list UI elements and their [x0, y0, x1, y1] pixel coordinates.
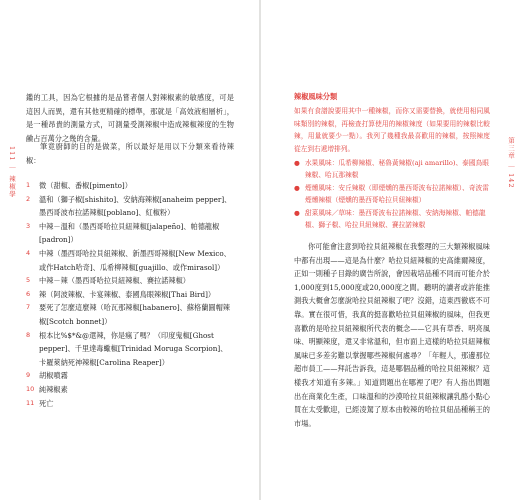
list-item [26, 329, 234, 370]
list-number: 9 [26, 371, 31, 380]
flavor-list [294, 157, 490, 231]
list-text: 水果風味：瓜希柳辣椒、秘魯黃辣椒(aji amarillo)、泰國鳥眼辣椒、哈瓦那辣椒 [305, 159, 489, 180]
right-body-paragraph: 你可能會注意到哈拉貝紐辣椒在我整理的三大類辣椒風味中都有出現——這是為什麼？哈拉貝紐辣椒的史高維爾辣度，正如一則種子目錄的廣告所說，會因栽培品種不同而可能介於1,000度到15,000度或20,000度之間。聽明的讀者或許能推測我大概會怎麼說哈拉貝紐辣椒了吧？沒錯，這東西徹底不可靠。實在很可惜，我真的挺喜歡哈拉貝紐辣椒的風味，但我更喜歡的是哈拉貝紐辣椒所代表的概念——它具有草香、明亮風味、明顯辣度，還又非常溫和，但市面上這樣的哈拉貝紐辣椒風味已多差劣難以掌握哪些辣椒何處尋？「年輕人，那邊那位超市員工——拜託告訴我，這是哪個品種的哈拉貝紐辣椒？這樣我才知道有多辣。」知道問題出在哪裡了吧？有人指出問題出在商業化生產，口味溫和的沙漠哈拉貝紐辣椒讓乳酪小點心買在太受歡迎，已經凌駕了原本由較辣的哈拉貝紐品種稱王的市場。 [294, 242, 490, 428]
left-paragraph-2: 筆竟廚師的目的是做菜，所以最好是用以下分類來看待辣椒： [26, 142, 234, 165]
list-text: 要死了怎麼這麼辣（哈瓦那辣椒[habanero]、蘇格蘭圓帽辣椒[Scotch bonnet]） [39, 303, 230, 326]
list-number: 1 [26, 181, 31, 189]
list-number: 6 [26, 289, 31, 298]
bullet-icon: ● [294, 159, 300, 168]
list-item [26, 301, 234, 328]
list-item [26, 193, 234, 220]
sidebar-intro: 如果有食譜說要用其中一種辣椒，而你又需要替換，就使用相同風味類別的辣椒，再檢查打算使用的辣椒辣度（如果要用的辣椒比較辣，用量就要少一點）。我列了幾種我最喜歡用的辣椒，按照辣度從左到右遞增排列。 [294, 107, 490, 153]
left-paragraph-1: 鑑的工具，因為它根據的是品嘗者個人對辣椒素的敏感度，可是這因人而異，還有其他更精確的標準，那就是「高效液相層析」，是一種昂貴的測量方式，可測量受測辣椒中造成辣椒辣度的生物鹼占百萬分之幾的含量。 [26, 93, 234, 143]
list-number: 8 [26, 330, 31, 339]
list-number: 5 [26, 276, 31, 285]
right-folio: 第三章 ｜ 142 [507, 137, 515, 189]
list-item [26, 369, 234, 383]
list-text: 中辣－溫和（墨西哥哈拉貝紐辣椒[jalapeño]、帕德龍椒[padron]） [39, 221, 220, 245]
list-item [26, 288, 234, 302]
list-text: 甜菜風味／草味：墨西哥波布拉諾辣椒、安納海辣椒、帕德龍椒、獅子椒、哈拉貝紐辣椒、賽拉諾辣椒 [305, 208, 486, 230]
list-item [26, 247, 234, 274]
list-text: 辣（阿波辣椒、卡宴辣椒、泰國鳥眼辣椒[Thai Bird]） [39, 289, 216, 299]
list-text: 死亡 [39, 398, 54, 408]
list-number: 11 [26, 398, 35, 407]
list-text: 純辣椒素 [39, 384, 68, 394]
list-text: 根本比%$*&@還辣，你是瘋了嗎？（印度鬼椒[Ghost pepper]、千里達毒蠍椒[Trinidad Moruga Scorpion]、卡羅萊納死神辣椒[Carolina Reaper]） [39, 330, 228, 367]
list-number: 4 [26, 248, 31, 257]
list-number: 3 [26, 221, 31, 230]
list-item [294, 182, 490, 207]
list-text: 中辣－辣（墨西哥哈拉貝紐辣椒、賽拉諾辣椒） [39, 276, 190, 286]
sidebar-title: 辣椒風味分類 [294, 92, 338, 101]
list-text: 中辣（墨西哥哈拉貝紐辣椒、新墨西哥辣椒[New Mexico、或作Hatch哈奇]、瓜希柳辣椒[guajillo、或作mirasol]） [39, 248, 231, 272]
heat-scale-list [26, 179, 234, 410]
list-item [294, 207, 490, 232]
flavor-category-sidebar [294, 91, 490, 231]
bullet-icon: ● [294, 183, 300, 192]
list-item [26, 220, 234, 247]
list-item [26, 383, 234, 397]
left-folio: 111 ｜ 辣椒學 [8, 146, 16, 198]
list-text: 溫和（獅子椒[shishito]、安納海辣椒[anaheim pepper]、墨西哥波布拉諾辣椒[poblano]、紅椒粉） [39, 194, 232, 218]
list-text: 微（甜椒、番椒[pimento]） [39, 181, 132, 190]
list-item [26, 274, 234, 288]
bullet-icon: ● [294, 208, 300, 217]
left-page [0, 0, 259, 500]
list-item [26, 179, 234, 193]
list-item [294, 157, 490, 182]
list-text: 煙燻風味：安丘辣椒（即煙燻的墨西哥波布拉諾辣椒）、奇波雷煙燻辣椒（煙燻的墨西哥哈拉貝紐辣椒） [305, 183, 489, 205]
list-number: 2 [26, 194, 31, 203]
list-number: 10 [26, 384, 35, 393]
list-item [26, 397, 234, 411]
list-number: 7 [26, 303, 31, 312]
list-text: 胡椒噴霧 [39, 371, 68, 381]
